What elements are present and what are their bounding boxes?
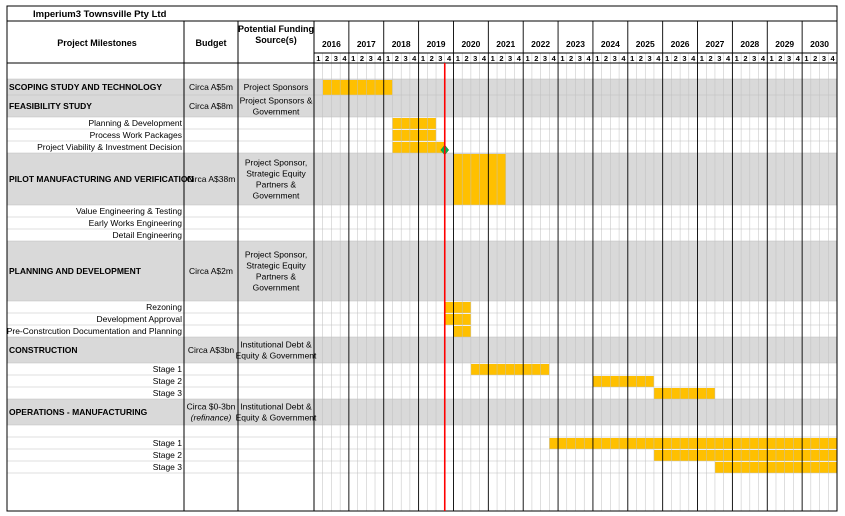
quarter-label: 4 <box>447 54 452 63</box>
task-label: Development Approval <box>96 314 182 324</box>
quarter-label: 2 <box>359 54 365 63</box>
quarter-label: 1 <box>386 54 391 63</box>
quarter-label: 1 <box>769 54 774 63</box>
quarter-label: 4 <box>725 54 731 63</box>
funding-source: Government <box>252 282 300 293</box>
quarter-label: 3 <box>647 54 652 63</box>
phase-label: SCOPING STUDY AND TECHNOLOGY <box>9 82 163 92</box>
task-bar <box>445 302 471 313</box>
quarter-label: 4 <box>377 54 382 63</box>
quarter-label: 4 <box>621 54 626 63</box>
phase-label: OPERATIONS - MANUFACTURING <box>9 407 148 417</box>
year-label: 2028 <box>740 39 760 49</box>
year-labels <box>322 39 829 49</box>
quarter-label: 3 <box>717 54 722 63</box>
quarter-label: 2 <box>394 54 399 63</box>
phase-band <box>7 337 837 363</box>
quarter-label: 3 <box>612 54 617 63</box>
quarter-label: 1 <box>316 54 321 63</box>
task-label: Stage 2 <box>152 376 182 386</box>
quarter-label: 4 <box>760 54 765 63</box>
funding-source: Strategic Equity <box>246 168 306 179</box>
quarter-label: 4 <box>830 54 835 63</box>
quarter-labels <box>316 54 835 63</box>
quarter-label: 4 <box>691 54 696 63</box>
quarter-label: 3 <box>333 54 338 63</box>
quarter-label: 3 <box>473 54 478 63</box>
year-label: 2018 <box>391 39 411 49</box>
quarter-label: 4 <box>342 54 347 63</box>
task-label: Planning & Development <box>88 118 182 128</box>
header-funding-lines <box>238 24 314 45</box>
year-label: 2023 <box>566 39 585 49</box>
budget-value: Circa $0-3bn <box>186 401 236 412</box>
funding-source: Equity & Government <box>235 412 317 423</box>
task-bar <box>392 130 436 141</box>
quarter-label: 3 <box>682 54 687 63</box>
quarter-label: 3 <box>821 54 827 63</box>
quarter-label: 1 <box>351 54 356 63</box>
quarter-label: 2 <box>778 54 783 63</box>
quarter-label: 1 <box>595 54 600 63</box>
header-funding-line: Source(s) <box>255 35 297 45</box>
quarter-label: 2 <box>534 54 539 63</box>
year-label: 2022 <box>531 39 551 49</box>
budget-value: Circa A$2m <box>189 266 233 276</box>
quarter-label: 4 <box>412 54 417 63</box>
quarter-label: 2 <box>673 54 678 63</box>
task-bar <box>654 450 837 461</box>
quarter-label: 4 <box>656 54 661 63</box>
quarter-label: 1 <box>804 54 809 63</box>
funding-source: Equity & Government <box>235 350 317 361</box>
task-label: Detail Engineering <box>112 230 182 240</box>
quarter-label: 1 <box>455 54 460 63</box>
quarter-label: 2 <box>569 54 574 63</box>
funding-source: Strategic Equity <box>246 260 306 271</box>
quarter-label: 4 <box>516 54 521 63</box>
funding-source: Government <box>252 190 300 201</box>
quarter-label: 1 <box>490 54 495 63</box>
quarter-label: 4 <box>586 54 591 63</box>
task-label: Value Engineering & Testing <box>75 206 182 216</box>
task-label: Stage 1 <box>152 438 182 448</box>
task-label: Pre-Constrcution Documentation and Planning <box>6 326 182 336</box>
header-funding-line: Potential Funding <box>238 24 314 34</box>
task-label: Project Viability & Investment Decision <box>37 142 182 152</box>
task-label: Rezoning <box>146 302 182 312</box>
task-bar <box>593 376 654 387</box>
header-milestones: Project Milestones <box>57 38 137 48</box>
quarter-label: 2 <box>429 54 434 63</box>
quarter-label: 4 <box>481 54 487 63</box>
header-budget: Budget <box>195 38 227 48</box>
phase-label: PLANNING AND DEVELOPMENT <box>9 266 141 276</box>
funding-source: Institutional Debt & <box>240 401 312 412</box>
quarter-label: 1 <box>560 54 565 63</box>
task-bar <box>392 118 436 129</box>
quarter-label: 2 <box>499 54 504 63</box>
year-label: 2026 <box>670 39 690 49</box>
quarter-label: 3 <box>752 54 757 63</box>
task-bar <box>445 314 471 325</box>
task-label: Stage 3 <box>152 388 182 398</box>
quarter-label: 1 <box>420 54 426 63</box>
year-label: 2024 <box>600 39 620 49</box>
quarter-label: 3 <box>508 54 513 63</box>
year-label: 2016 <box>321 39 341 49</box>
quarter-label: 3 <box>577 54 582 63</box>
funding-source: Project Sponsors & <box>239 95 313 106</box>
funding-source: Partners & <box>255 271 297 282</box>
quarter-label: 2 <box>638 54 643 63</box>
quarter-label: 3 <box>786 54 792 63</box>
quarter-label: 1 <box>525 54 530 63</box>
quarter-label: 2 <box>603 54 609 63</box>
funding-source: Institutional Debt & <box>240 339 312 350</box>
budget-value: Circa A$38m <box>186 174 236 184</box>
chart-title: Imperium3 Townsville Pty Ltd <box>33 9 167 20</box>
funding-source: Government <box>252 106 300 117</box>
year-label: 2027 <box>705 39 725 49</box>
budget-value: Circa A$3bn <box>187 345 235 355</box>
year-label: 2020 <box>461 39 481 49</box>
budget-value: Circa A$8m <box>189 101 233 111</box>
budget-note: (refinance) <box>190 412 232 423</box>
year-label: 2019 <box>426 39 446 49</box>
task-label: Process Work Packages <box>89 130 182 140</box>
quarter-label: 3 <box>542 54 548 63</box>
quarter-label: 3 <box>368 54 373 63</box>
quarter-label: 3 <box>438 54 443 63</box>
budget-value: Circa A$5m <box>189 82 233 92</box>
quarter-label: 2 <box>743 54 748 63</box>
year-label: 2017 <box>356 39 376 49</box>
funding-source: Project Sponsor, <box>244 249 308 260</box>
quarter-label: 2 <box>324 54 330 63</box>
phase-band <box>7 95 837 117</box>
quarter-label: 2 <box>464 54 469 63</box>
funding-source: Project Sponsors <box>243 82 309 92</box>
funding-source: Project Sponsor, <box>244 157 308 168</box>
task-label: Early Works Engineering <box>88 218 182 228</box>
quarter-label: 4 <box>551 54 556 63</box>
task-label: Stage 1 <box>152 364 182 374</box>
quarter-label: 3 <box>403 54 408 63</box>
year-label: 2030 <box>810 39 830 49</box>
quarter-label: 2 <box>708 54 713 63</box>
phase-label: FEASIBILITY STUDY <box>9 101 92 111</box>
task-label: Stage 2 <box>152 450 182 460</box>
quarter-label: 1 <box>734 54 739 63</box>
task-bar <box>471 364 549 375</box>
quarter-label: 1 <box>664 54 670 63</box>
year-label: 2025 <box>635 39 655 49</box>
phase-label: PILOT MANUFACTURING AND VERIFICATION <box>9 174 194 184</box>
quarter-label: 1 <box>630 54 635 63</box>
phase-label: CONSTRUCTION <box>9 345 78 355</box>
task-label: Stage 3 <box>152 462 182 472</box>
funding-source: Partners & <box>255 179 297 190</box>
year-label: 2021 <box>496 39 516 49</box>
year-label: 2029 <box>775 39 795 49</box>
quarter-label: 4 <box>795 54 800 63</box>
quarter-label: 1 <box>699 54 704 63</box>
quarter-label: 2 <box>813 54 818 63</box>
